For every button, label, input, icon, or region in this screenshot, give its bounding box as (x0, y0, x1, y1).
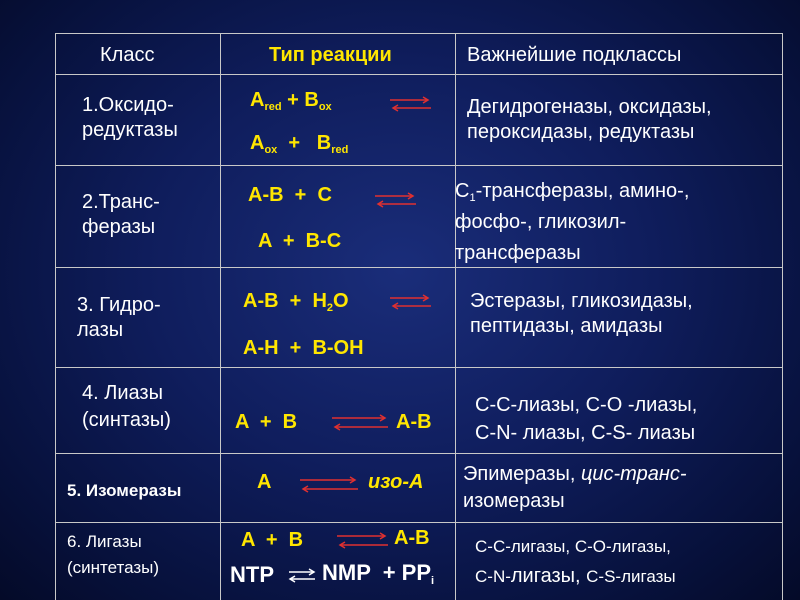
subscript: ox (318, 101, 332, 113)
text-part: лигазы, (510, 565, 587, 588)
subclasses-text (470, 289, 693, 339)
table-border-top (55, 33, 783, 34)
class-line: 2.Транс- (82, 191, 160, 213)
subclasses-line: трансферазы (455, 242, 581, 265)
row-divider (55, 165, 783, 166)
column-divider (455, 33, 456, 600)
class-name (77, 293, 161, 343)
subscript: 1 (469, 192, 476, 204)
class-name (82, 93, 178, 143)
reactant: A (250, 89, 265, 111)
equilibrium-arrow-icon (388, 95, 433, 113)
subclasses-line (455, 176, 689, 207)
class-name (67, 529, 159, 580)
reaction-left: A (257, 471, 272, 493)
class-name: 5. Изомеразы (67, 481, 182, 500)
reaction-line: NTP (230, 562, 274, 587)
class-line: (синтетазы) (67, 557, 160, 577)
enzyme-classes-table (55, 33, 783, 600)
text-part: С-S-лигазы (586, 567, 676, 587)
row-divider (55, 522, 783, 523)
reactant: + B (277, 132, 332, 154)
class-line: (синтазы) (82, 409, 171, 431)
equilibrium-arrow-icon (298, 475, 360, 495)
reaction-right: A-B (396, 411, 432, 433)
row-divider (55, 367, 783, 368)
subclasses-line: Эстеразы, гликозидазы, (470, 290, 693, 312)
row-divider (55, 453, 783, 454)
subclasses-text (463, 461, 687, 515)
reactant: O (333, 290, 349, 312)
subclasses-line: С-С-лигазы, С-О-лигазы, (475, 537, 671, 556)
reactant: A (250, 132, 265, 154)
reaction-line (322, 560, 434, 587)
table-border-left (55, 33, 56, 600)
reaction-right: изо-А (368, 471, 424, 493)
equilibrium-arrow-icon (330, 413, 390, 433)
subclasses-line (463, 461, 687, 488)
class-line: редуктазы (82, 119, 178, 141)
subclasses-line: пептидазы, амидазы (470, 315, 663, 337)
subscript: ox (264, 144, 278, 156)
column-divider (220, 33, 221, 600)
equilibrium-arrow-icon (287, 567, 317, 585)
text-part-italic: цис-транс- (580, 463, 687, 485)
reaction-line: A-B + C (248, 184, 332, 206)
class-name (82, 380, 171, 434)
subclasses-line: фосфо-, гликозил- (455, 211, 627, 234)
class-line: 6. Лигазы (67, 532, 142, 551)
class-line: феразы (82, 216, 156, 238)
class-line: 4. Лиазы (82, 382, 163, 404)
text-part: -трансферазы, амино-, (475, 180, 690, 202)
subclasses-text (467, 95, 712, 145)
text-part: C (455, 180, 470, 202)
subclasses-line (475, 560, 676, 592)
subclasses-line: пероксидазы, редуктазы (467, 121, 695, 143)
product: NMP + PP (322, 560, 432, 585)
reaction-line (250, 131, 348, 158)
header-class: Класс (100, 44, 155, 66)
header-subclasses: Важнейшие подклассы (467, 44, 682, 66)
subclasses-text (475, 533, 676, 592)
subclasses-line: С-С-лиазы, С-О -лиазы, (475, 394, 698, 416)
subclasses-line: изомеразы (463, 490, 565, 512)
equilibrium-arrow-icon (335, 531, 390, 551)
reactant: A-B + H (243, 290, 327, 312)
reaction-line: A-H + B-OH (243, 337, 364, 359)
subclasses-text (475, 391, 697, 447)
text-part: Эпимеразы, (463, 463, 581, 485)
equilibrium-arrow-icon (388, 293, 433, 311)
subscript: red (264, 101, 282, 113)
header-divider (55, 74, 783, 75)
class-line: 3. Гидро- (77, 294, 161, 316)
reaction-right: A-B (394, 527, 430, 549)
subscript: 2 (326, 302, 334, 314)
reaction-line: A + B-C (258, 230, 342, 252)
subclasses-text (455, 176, 689, 269)
reaction-left: A + B (241, 529, 304, 551)
subclasses-line: С-N- лиазы, С-S- лиазы (475, 422, 696, 444)
reactant: + B (281, 89, 319, 111)
class-line: 1.Оксидо- (82, 94, 174, 116)
header-reaction-type: Тип реакции (269, 44, 392, 66)
reaction-left: A + B (235, 411, 298, 433)
subclasses-line: Дегидрогеназы, оксидазы, (467, 96, 712, 118)
table-border-right (782, 33, 783, 600)
subscript: red (331, 144, 349, 156)
text-part: С-N- (475, 567, 511, 587)
class-line: лазы (77, 319, 124, 341)
subscript: i (431, 575, 435, 587)
equilibrium-arrow-icon (373, 191, 418, 209)
class-name (82, 190, 160, 240)
reaction-line (250, 88, 332, 115)
reaction-line (243, 289, 349, 316)
